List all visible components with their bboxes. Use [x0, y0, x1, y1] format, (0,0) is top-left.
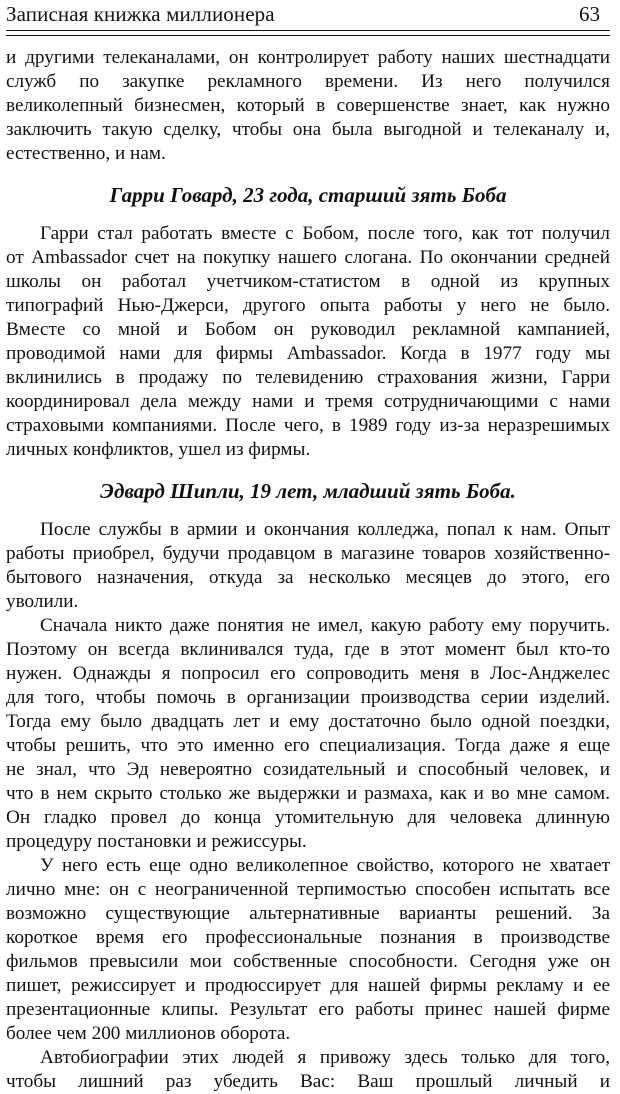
text-line: чтобы решить, что это именно его специализация. Тогда даже я еще: [6, 735, 610, 756]
text-line: заключить такую сделку, чтобы она была выгодной и телеканалу и,: [6, 119, 610, 140]
page-number: 63: [579, 2, 600, 26]
book-title: Записная книжка миллионера: [6, 2, 275, 26]
text-line: типографий Нью-Джерси, другого опыта работы у него не было.: [6, 295, 610, 316]
text-line: для того, чтобы помочь в организации производства серии изделий.: [6, 687, 610, 708]
text-line: и другими телеканалами, он контролирует работу наших шестнадцати: [6, 47, 610, 68]
paragraph-5: [6, 854, 610, 1046]
text-line: вклинились в продажу по телевидению страхования жизни, Гарри: [6, 367, 610, 388]
section-heading-harry: Гарри Говард, 23 года, старший зять Боба: [109, 183, 507, 207]
text-line: лично мне: он с неограниченной терпимостью способен испытать все: [6, 879, 610, 900]
text-line: пишет, режиссирует и продюссирует для нашей фирмы рекламу и ее: [6, 975, 610, 996]
text-line: чтобы лишний раз убедить Вас: Ваш прошлый личный и: [6, 1071, 610, 1092]
text-line: школы он работал учетчиком-статистом в одной из крупных: [6, 271, 610, 292]
text-line: уволили.: [6, 591, 79, 612]
text-line: нужен. Однажды я попросил его сопроводить меня в Лос-Анджелес: [6, 663, 610, 684]
text-line: Он гладко провел до конца утомительную для человека длинную: [6, 807, 610, 828]
text-line: процедуру постановки и режиссуры.: [6, 831, 307, 852]
text-line: Вместе со мной и Бобом он руководил рекламной кампанией,: [6, 319, 610, 340]
text-line: служб по закупке рекламного времени. Из него получился: [6, 71, 610, 92]
text-line: естественно, и нам.: [6, 143, 166, 164]
section-heading-edward: Эдвард Шипли, 19 лет, младший зять Боба.: [100, 479, 516, 503]
paragraph-1: [6, 46, 610, 166]
text-line: что в нем скрыто столько же выдержки и размаха, как и во мне самом.: [6, 783, 610, 804]
paragraph-2: [6, 222, 610, 462]
text-line: более чем 200 миллионов оборота.: [6, 1023, 291, 1044]
paragraph-3: [6, 518, 610, 614]
text-line: Поэтому он всегда вклинивался туда, где в этот момент был кто-то: [6, 639, 610, 660]
text-line: После службы в армии и окончания колледжа, попал к нам. Опыт: [40, 519, 610, 540]
text-line: презентационные клипы. Результат его работы принес нашей фирме: [6, 999, 610, 1020]
text-line: страховыми компаниями. После чего, в 1989 году из-за неразрешимых: [6, 415, 610, 436]
text-line: от Ambassador счет на покупку нашего слогана. По окончании средней: [6, 247, 610, 268]
text-line: Тогда ему было двадцать лет и ему достаточно было одной поездки,: [6, 711, 610, 732]
text-line: координировал дела между нами и тремя сотрудничающими с нами: [6, 391, 610, 412]
body-text: [6, 46, 610, 1094]
text-line: бытового назначения, откуда за несколько месяцев до этого, его: [6, 567, 610, 588]
paragraph-6: [6, 1046, 610, 1094]
running-header: [6, 0, 610, 31]
text-line: Автобиографии этих людей я привожу здесь только для того,: [40, 1047, 610, 1068]
text-line: не знал, что Эд невероятно созидательный и способный человек, и: [6, 759, 610, 780]
paragraph-4: [6, 614, 610, 854]
text-line: великолепный бизнесмен, который в совершенстве знает, как нужно: [6, 95, 610, 116]
text-line: Гарри стал работать вместе с Бобом, после того, как тот получил: [40, 223, 610, 244]
text-line: работы приобрел, будучи продавцом в магазине товаров хозяйственно-: [6, 543, 610, 564]
text-line: У него есть еще одно великолепное свойство, которого не хватает: [40, 855, 610, 876]
text-line: Сначала никто даже понятия не имел, какую работу ему поручить.: [40, 615, 610, 636]
header-rule: [6, 33, 610, 36]
text-line: проводимой нами для фирмы Ambassador. Когда в 1977 году мы: [6, 343, 610, 364]
text-line: фильмов превысили мои собственные способности. Сегодня уже он: [6, 951, 610, 972]
text-line: короткое время его профессиональные познания в производстве: [6, 927, 610, 948]
text-line: личных конфликтов, ушел из фирмы.: [6, 439, 311, 460]
text-line: возможно существующие альтернативные варианты решений. За: [6, 903, 610, 924]
